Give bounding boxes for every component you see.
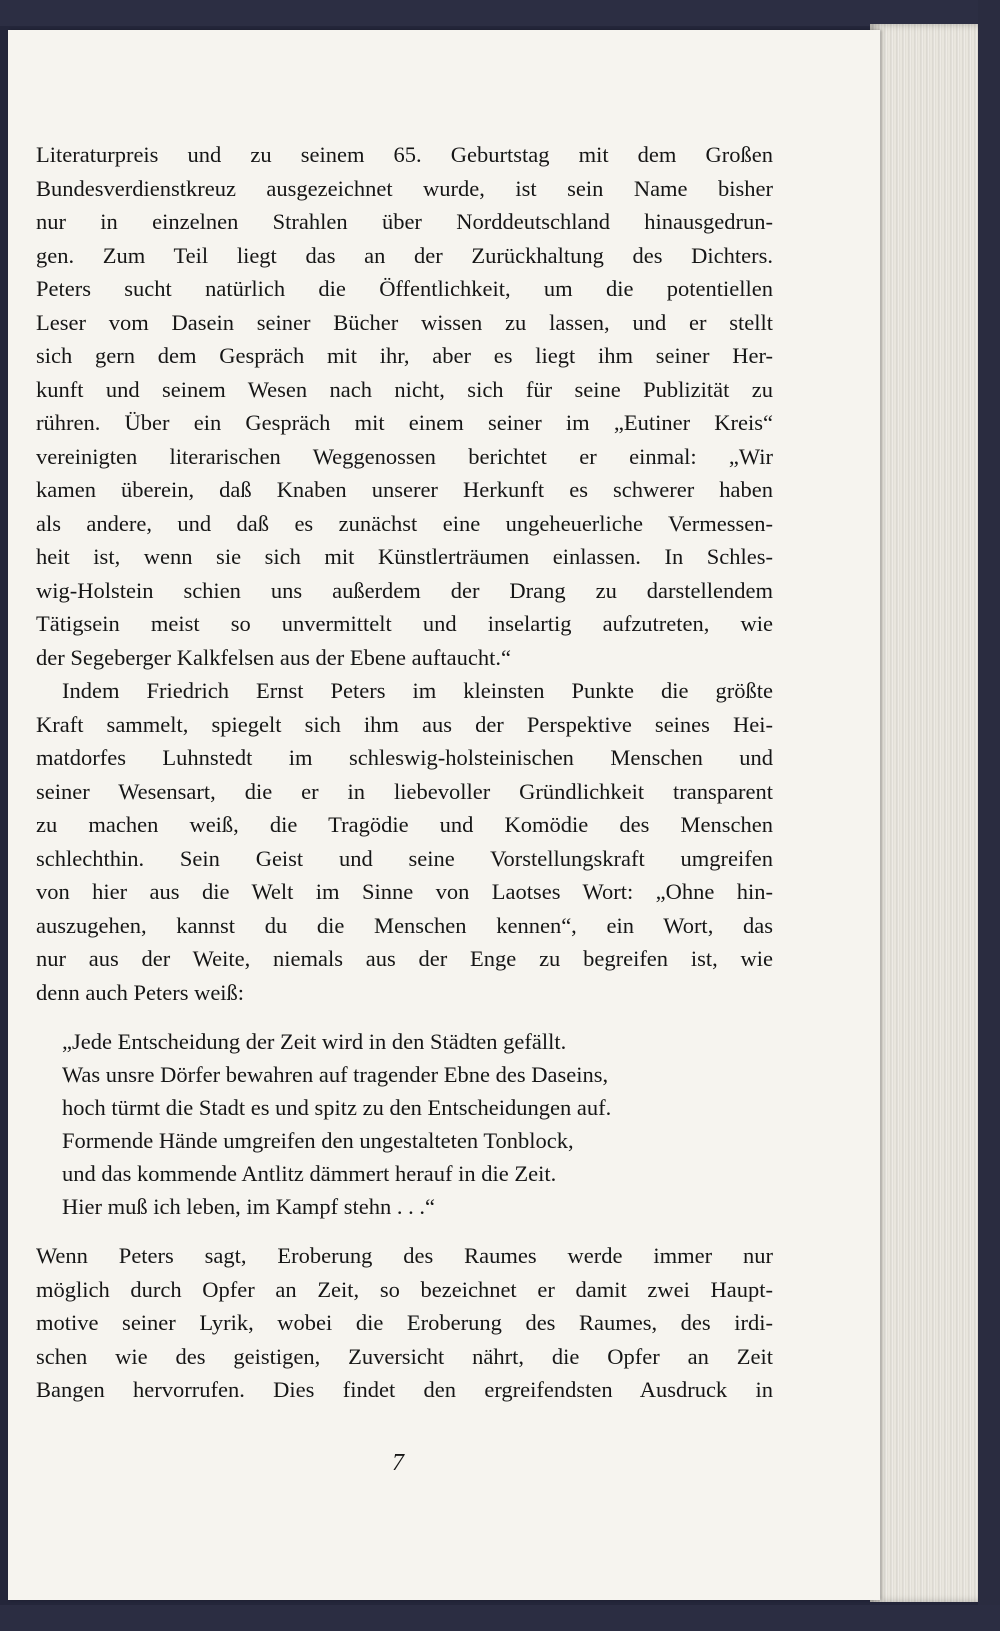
text-line: heit ist, wenn sie sich mit Künstlerträumen einlassen. In Schles- <box>36 544 773 569</box>
text-line: schen wie des geistigen, Zuversicht nährt, die Opfer an Zeit <box>36 1343 773 1369</box>
verse-line: Hier muß ich leben, im Kampf stehn . . .“ <box>62 1194 436 1219</box>
text-line: sich gern dem Gespräch mit ihr, aber es liegt ihm seiner Her- <box>36 343 773 368</box>
book-cover-bottom <box>0 1605 1000 1631</box>
text-line: Peters sucht natürlich die Öffentlichkeit, um die potentiellen <box>36 276 773 301</box>
text-line: kunft und seinem Wesen nach nicht, sich für seine Publizität zu <box>36 376 773 402</box>
text-line: Tätigsein meist so unvermittelt und inselartig aufzutreten, wie <box>36 611 773 636</box>
text-line: nur aus der Weite, niemals aus der Enge zu begreifen ist, wie <box>36 946 773 971</box>
text-line: gen. Zum Teil liegt das an der Zurückhaltung des Dichters. <box>36 242 773 268</box>
text-line: Literaturpreis und zu seinem 65. Geburtstag mit dem Großen <box>36 142 773 167</box>
text-line: wig-Holstein schien uns außerdem der Drang zu darstellendem <box>36 577 773 603</box>
text-line: der Segeberger Kalkfelsen aus der Ebene auftaucht.“ <box>36 644 511 670</box>
verse-line: „Jede Entscheidung der Zeit wird in den Städten gefällt. <box>62 1029 567 1054</box>
verse-line: und das kommende Antlitz dämmert herauf in die Zeit. <box>62 1161 557 1186</box>
text-line: denn auch Peters weiß: <box>36 979 245 1005</box>
text-line: Indem Friedrich Ernst Peters im kleinsten Punkte die größte <box>62 678 773 703</box>
text-line: Wenn Peters sagt, Eroberung des Raumes werde immer nur <box>36 1243 773 1268</box>
book-cover-right <box>978 0 1000 1631</box>
text-line: rühren. Über ein Gespräch mit einem seiner im „Eutiner Kreis“ <box>36 410 773 435</box>
text-line: auszugehen, kannst du die Menschen kennen“, ein Wort, das <box>36 912 773 938</box>
text-line: vereinigten literarischen Weggenossen berichtet er einmal: „Wir <box>36 443 773 469</box>
text-line: Kraft sammelt, spiegelt sich ihm aus der Perspektive seines Hei- <box>36 711 773 737</box>
text-line: möglich durch Opfer an Zeit, so bezeichnet er damit zwei Haupt- <box>36 1276 773 1302</box>
text-line: nur in einzelnen Strahlen über Norddeutschland hinausgedrun- <box>36 209 773 234</box>
body-text <box>36 138 773 1407</box>
book-cover-top <box>0 0 1000 26</box>
text-line: zu machen weiß, die Tragödie und Komödie des Menschen <box>36 812 773 837</box>
text-line: Bundesverdienstkreuz ausgezeichnet wurde, ist sein Name bisher <box>36 175 773 201</box>
text-line: seiner Wesensart, die er in liebevoller Gründlichkeit transparent <box>36 778 773 804</box>
verse-line: hoch türmt die Stadt es und spitz zu den Entscheidungen auf. <box>62 1095 612 1120</box>
book-page <box>8 30 880 1600</box>
text-line: schlechthin. Sein Geist und seine Vorstellungskraft umgreifen <box>36 845 773 871</box>
text-line: Bangen hervorrufen. Dies findet den ergreifendsten Ausdruck in <box>36 1377 773 1402</box>
verse-quote <box>36 1025 773 1223</box>
text-line: von hier aus die Welt im Sinne von Laotses Wort: „Ohne hin- <box>36 879 773 904</box>
text-line: als andere, und daß es zunächst eine ungeheuerliche Vermessen- <box>36 510 773 536</box>
page-edges <box>870 24 978 1602</box>
paragraph-3 <box>36 1239 773 1407</box>
text-line: motive seiner Lyrik, wobei die Eroberung des Raumes, des irdi- <box>36 1310 773 1335</box>
verse-line: Was unsre Dörfer bewahren auf tragender Ebne des Daseins, <box>62 1062 609 1087</box>
verse-line: Formende Hände umgreifen den ungestalteten Tonblock, <box>62 1128 574 1153</box>
page-number: 7 <box>392 1450 404 1476</box>
text-line: kamen überein, daß Knaben unserer Herkunft es schwerer haben <box>36 477 773 502</box>
paragraph-2 <box>36 674 773 1009</box>
text-line: matdorfes Luhnstedt im schleswig-holsteinischen Menschen und <box>36 745 773 770</box>
paragraph-1 <box>36 138 773 674</box>
text-line: Leser vom Dasein seiner Bücher wissen zu lassen, und er stellt <box>36 309 773 335</box>
